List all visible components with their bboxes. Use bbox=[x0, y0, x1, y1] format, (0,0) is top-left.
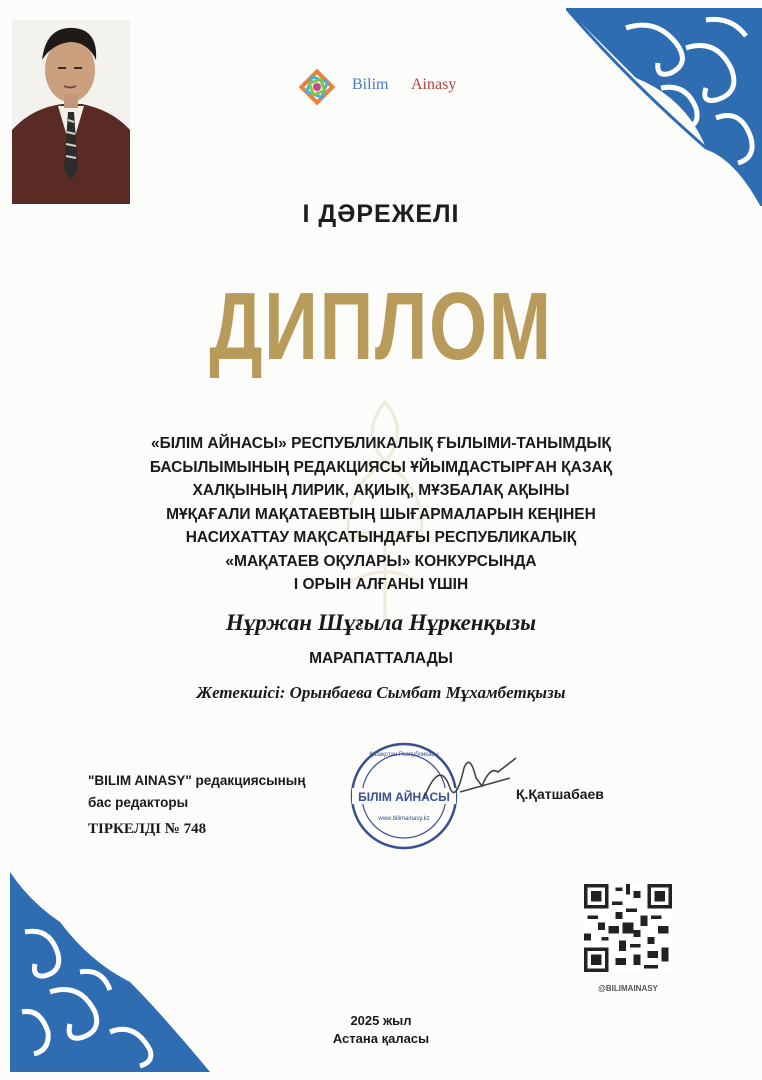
degree-heading: І ДӘРЕЖЕЛІ bbox=[302, 200, 460, 228]
award-description-line: НАСИХАТТАУ МАҚСАТЫНДАҒЫ РЕСПУБЛИКАЛЫҚ bbox=[185, 529, 577, 546]
award-description-line: «МАҚАТАЕВ ОҚУЛАРЫ» КОНКУРСЫНДА bbox=[225, 552, 537, 570]
brand-name-ainasy: Ainasy bbox=[411, 76, 457, 93]
awarded-label: МАРАПАТТАЛАДЫ bbox=[309, 650, 453, 667]
brand-name-bilim: Bilim bbox=[352, 76, 389, 93]
signature bbox=[420, 748, 520, 808]
award-description-line: БАСЫЛЫМЫНЫҢ РЕДАКЦИЯСЫ ҰЙЫМДАСТЫРҒАН ҚАЗАҚ bbox=[149, 458, 613, 476]
portrait-photo bbox=[12, 20, 130, 204]
issue-city: Астана қаласы bbox=[332, 1031, 430, 1046]
stamp-text: БІЛІМ АЙНАСЫ bbox=[358, 790, 450, 804]
social-handle: @BILIMAINASY bbox=[598, 984, 658, 993]
award-description-line: І ОРЫН АЛҒАНЫ ҮШІН bbox=[293, 576, 469, 593]
award-description-line: МҰҚАҒАЛИ МАҚАТАЕВТЫҢ ШЫҒАРМАЛАРЫН КЕҢІНЕН bbox=[166, 505, 596, 523]
award-description-line: ХАЛҚЫНЫҢ ЛИРИК, АҚИЫҚ, МҰЗБАЛАҚ АҚЫНЫ bbox=[192, 482, 570, 499]
recipient-name: Нұржан Шұғыла Нұркенқызы bbox=[225, 610, 537, 635]
award-description-line: «БІЛІМ АЙНАСЫ» РЕСПУБЛИКАЛЫҚ ҒЫЛЫМИ-ТАНЫМДЫҚ bbox=[150, 435, 612, 452]
signer-name: Қ.Қатшабаев bbox=[516, 786, 604, 802]
award-description bbox=[60, 432, 702, 597]
qr-code bbox=[584, 884, 672, 972]
stamp-site: www.bilimainasy.kz bbox=[378, 816, 430, 822]
editor-title-line1: "BILIM AINASY" редакциясының bbox=[88, 773, 306, 788]
issue-year: 2025 жыл bbox=[350, 1013, 412, 1028]
supervisor-line: Жетекшісі: Орынбаева Сымбат Мұхамбетқызы bbox=[196, 683, 566, 702]
bilim-ainasy-logo-icon bbox=[296, 66, 338, 108]
stamp-outer-text: Қазақстан Республикасы bbox=[369, 752, 439, 758]
registration-number: ТІРКЕЛДІ № 748 bbox=[88, 821, 207, 837]
diploma-title: ДИПЛОМ bbox=[209, 273, 553, 380]
editor-title-line2: бас редакторы bbox=[88, 795, 189, 810]
corner-ornament-top-right bbox=[566, 8, 762, 206]
